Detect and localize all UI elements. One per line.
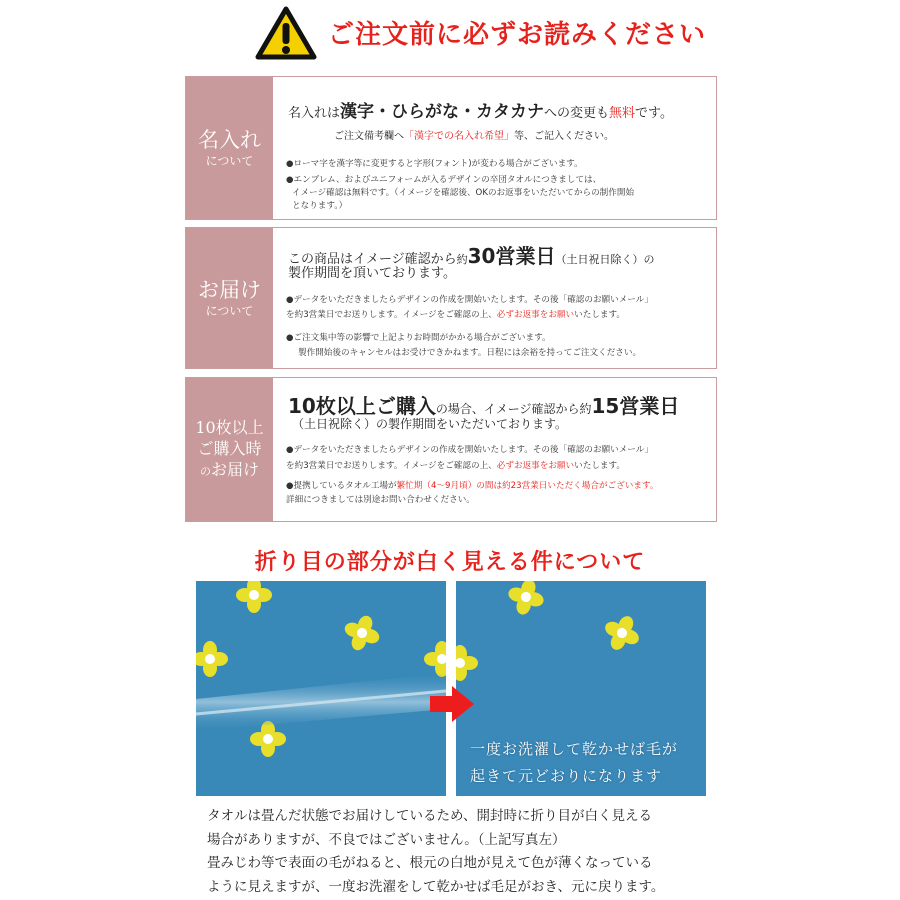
box-label-sub: について: [205, 303, 254, 318]
headline-text: です。: [635, 106, 674, 121]
note-text: 等、ご記入ください。: [514, 131, 614, 142]
bullet-text: を約3営業日でお送りします。イメージをご確認の上、: [286, 461, 497, 471]
delivery-bullet-1-line-1: ●データをいただきましたらデザインの作成を開始いたします。その後「確認のお願いメール」: [286, 295, 653, 305]
naming-headline: [288, 97, 673, 122]
info-box-naming: [185, 76, 717, 220]
box-label-sub: について: [205, 153, 254, 168]
box-label-line-1: 10枚以上: [195, 418, 264, 437]
photo-caption-line-1: 一度お洗濯して乾かせば毛が: [470, 740, 679, 758]
delivery-bullet-1-line-2: [286, 308, 625, 320]
naming-bullet-1: ●ローマ字を漢字等に変更すると字形(フォント)が変わる場合がございます。: [286, 159, 583, 169]
towel-washed-image: [456, 581, 706, 796]
paragraph-line-1: タオルは畳んだ状態でお届けしているため、開封時に折り目が白く見える: [207, 808, 652, 824]
headline-days: 15営業日: [591, 394, 680, 418]
naming-bullet-2-line-1: ●エンブレム、およびユニフォームが入るデザインの卒団タオルにつきましては、: [286, 175, 602, 185]
box-content-bulk: [286, 378, 710, 521]
paragraph-line-4: ように見えますが、一度お洗濯をして乾かせば毛足がおき、元に戻ります。: [207, 878, 665, 895]
headline-free: 無料: [609, 106, 636, 121]
bulk-bullet-2-line-1: [286, 479, 658, 491]
bullet-text: を約3営業日でお送りします。イメージをご確認の上、: [286, 310, 497, 320]
box-label-word: お届け: [210, 460, 259, 479]
bulk-bullet-2-line-2: 詳細につきましては別途お問い合わせください。: [286, 495, 475, 505]
naming-bullet-2-line-2: イメージ確認は無料です。（イメージを確認後、OKのお返事をいただいてからの制作開始: [292, 188, 635, 198]
header-title: ご注文前に必ずお読みください: [328, 20, 707, 50]
info-box-bulk-delivery: [185, 377, 717, 522]
box-label-bulk: [186, 378, 273, 521]
bullet-emphasis: 必ずお返事をお願い: [496, 310, 575, 320]
box-label-line-3: [200, 459, 259, 482]
headline-approx: 約: [456, 253, 468, 266]
towel-photo-washed: [456, 581, 706, 796]
headline-text: への変更も: [544, 106, 610, 121]
headline-text: この商品はイメージ確認から: [288, 252, 457, 267]
box-label-line-2: ご購入時: [197, 439, 262, 458]
paragraph-line-3: 畳みじわ等で表面の毛がねると、根元の白地が見えて色が薄くなっている: [207, 855, 653, 871]
box-label-particle: の: [199, 465, 211, 478]
naming-note: [334, 127, 614, 142]
headline-text: の場合、イメージ確認から約: [435, 402, 592, 416]
bullet-emphasis: 繁忙期（4〜9月頃）の間は約23営業日いただく場合がございます。: [396, 481, 659, 491]
bullet-text: いたします。: [574, 461, 626, 471]
box-label-naming: [186, 77, 273, 219]
header: [0, 0, 900, 66]
naming-bullet-2-line-3: となります。）: [292, 201, 348, 211]
towel-photo-folded: [196, 581, 446, 796]
fold-explanation-paragraph: [207, 805, 727, 899]
box-label-delivery: [186, 228, 273, 368]
delivery-bullet-2-line-1: ●ご注文集中等の影響で上記よりお時間がかかる場合がございます。: [286, 333, 551, 343]
bulk-bullet-1-line-2: [286, 459, 625, 471]
arrow-right-icon: [430, 686, 474, 722]
warning-triangle-icon: [255, 6, 317, 60]
headline-scripts: 漢字・ひらがな・カタカナ: [340, 102, 545, 122]
towel-folded-image: [196, 581, 446, 796]
box-label-main: お届け: [198, 277, 261, 302]
bullet-text: いたします。: [574, 310, 626, 320]
box-content-delivery: [286, 228, 710, 368]
fold-section-title: 折り目の部分が白く見える件について: [254, 549, 646, 575]
delivery-headline-line-2: 製作期間を頂いております。: [288, 266, 456, 281]
headline-text: 名入れは: [288, 106, 341, 121]
delivery-bullet-2-line-2: 製作開始後のキャンセルはお受けできかねます。日程には余裕を持ってご注文ください。: [298, 348, 642, 358]
box-content-naming: [286, 77, 710, 219]
box-label-main: 名入れ: [198, 127, 261, 152]
info-box-delivery: [185, 227, 717, 369]
note-text: ご注文備考欄へ: [334, 131, 404, 142]
bulk-bullet-1-line-1: ●データをいただきましたらデザインの作成を開始いたします。その後「確認のお願いメール」: [286, 445, 653, 455]
photo-caption-line-2: 起きて元どおりになります: [470, 767, 663, 785]
bullet-text: ●提携しているタオル工場が: [286, 481, 397, 491]
bulk-headline-line-2: （土日祝除く）の製作期間をいただいております。: [292, 417, 568, 431]
headline-days: 30営業日: [467, 244, 556, 268]
bullet-emphasis: 必ずお返事をお願い: [496, 461, 575, 471]
headline-bulk: 10枚以上ご購入: [288, 394, 436, 418]
headline-text: （土日祝日除く）の: [555, 253, 655, 266]
paragraph-line-2: 場合がありますが、不良ではございません。（上記写真左）: [207, 831, 566, 848]
note-request: 「漢字での名入れ希望」: [404, 131, 514, 142]
